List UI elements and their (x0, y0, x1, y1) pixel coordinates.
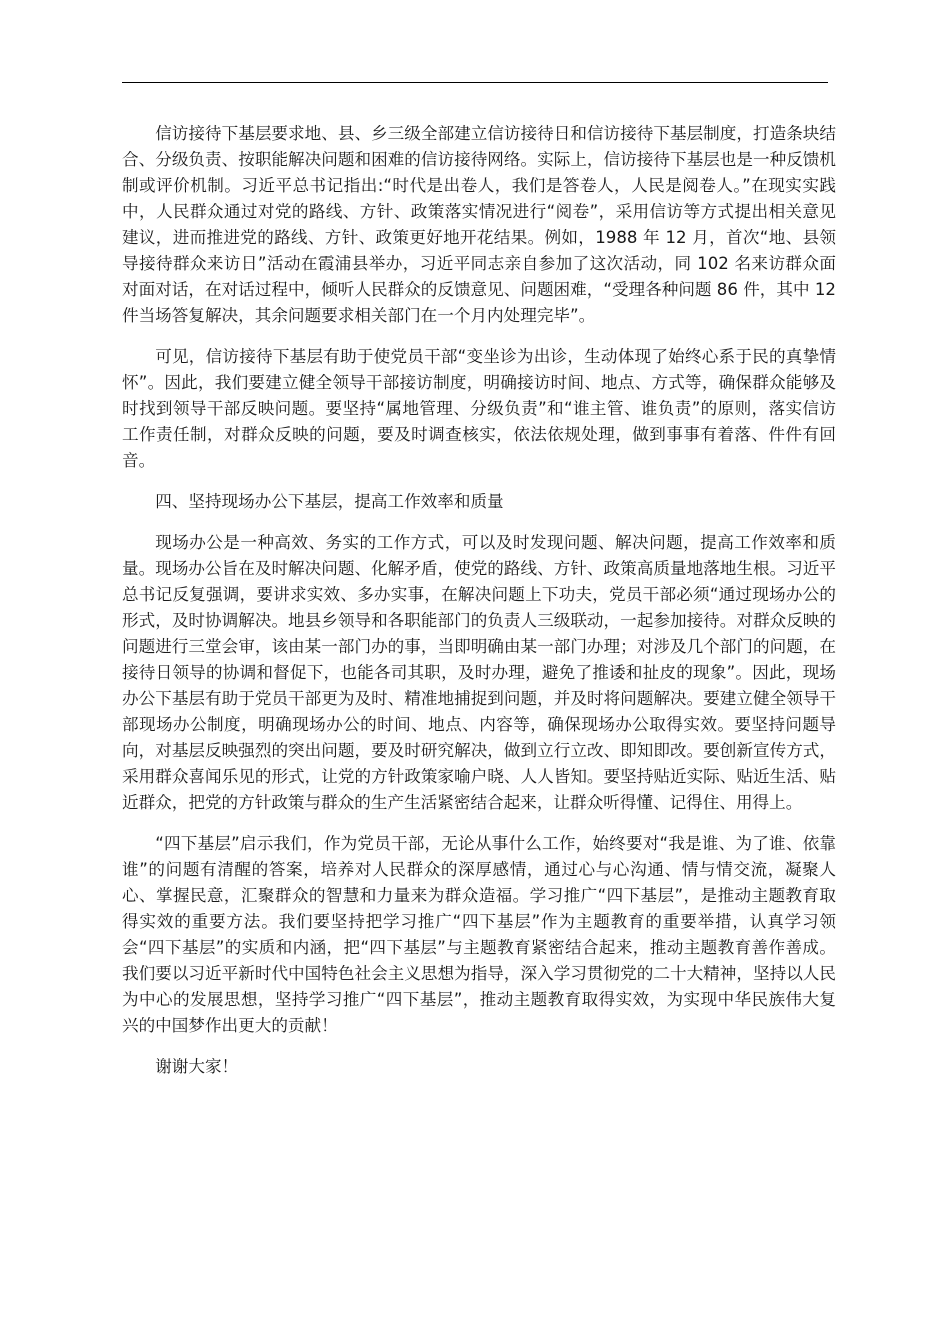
paragraph-onsite-office: 现场办公是一种高效、务实的工作方式，可以及时发现问题、解决问题，提高工作效率和质量。现场办公旨在及时解决问题、化解矛盾，使党的路线、方针、政策高质量地落地生根。习近平总书记反复强调，要讲求实效、多办实事，在解决问题上下功夫，党员干部必须“通过现场办公的形式，及时协调解决。地县乡领导和各职能部门的负责人三级联动，一起参加接待。对群众反映的问题进行三堂会审，该由某一部门办的事，当即明确由某一部门办理；对涉及几个部门的问题，在接待日领导的协调和督促下，也能各司其职，及时办理，避免了推诿和扯皮的现象”。因此，现场办公下基层有助于党员干部更为及时、精准地捕捉到问题，并及时将问题解决。要建立健全领导干部现场办公制度，明确现场办公的时间、地点、内容等，确保现场办公取得实效。要坚持问题导向，对基层反映强烈的突出问题，要及时研究解决，做到立行立改、即知即改。要创新宣传方式，采用群众喜闻乐见的形式，让党的方针政策家喻户晓、人人皆知。要坚持贴近实际、贴近生活、贴近群众，把党的方针政策与群众的生产生活紧密结合起来，让群众听得懂、记得住、用得上。 (122, 533, 836, 812)
closing-thanks: 谢谢大家！ (155, 1057, 239, 1076)
paragraph-four-down-to-grassroots: “四下基层”启示我们，作为党员干部，无论从事什么工作，始终要对“我是谁、为了谁、依靠谁”的问题有清醒的答案，培养对人民群众的深厚感情，通过心与心沟通、情与情交流，凝聚人心、掌握民意，汇聚群众的智慧和力量来为群众造福。学习推广“四下基层”，是推动主题教育取得实效的重要方法。我们要坚持把学习推广“四下基层”作为主题教育的重要举措，认真学习领会“四下基层”的实质和内涵，把“四下基层”与主题教育紧密结合起来，推动主题教育善作善成。我们要以习近平新时代中国特色社会主义思想为指导，深入学习贯彻党的二十大精神，坚持以人民为中心的发展思想，坚持学习推广“四下基层”，推动主题教育取得实效，为实现中华民族伟大复兴的中国梦作出更大的贡献！ (122, 834, 836, 1035)
header-rule (122, 82, 828, 83)
paragraph-petition-reception: 信访接待下基层要求地、县、乡三级全部建立信访接待日和信访接待下基层制度，打造条块结合、分级负责、按职能解决问题和困难的信访接待网络。实际上，信访接待下基层也是一种反馈机制或评价机制。习近平总书记指出:“时代是出卷人，我们是答卷人，人民是阅卷人。”在现实实践中，人民群众通过对党的路线、方针、政策落实情况进行“阅卷”，采用信访等方式提出相关意见建议，进而推进党的路线、方针、政策更好地开花结果。例如，1988 年 12 月，首次“地、县领导接待群众来访日”活动在霞浦县举办，习近平同志亲自参加了这次活动，同 102 名来访群众面对面对话，在对话过程中，倾听人民群众的反馈意见、问题困难，“受理各种问题 86 件，其中 12 件当场答复解决，其余问题要求相关部门在一个月内处理完毕”。 (122, 124, 836, 325)
paragraph-petition-conclusion: 可见，信访接待下基层有助于使党员干部“变坐诊为出诊，生动体现了始终心系于民的真挚情怀”。因此，我们要建立健全领导干部接访制度，明确接访时间、地点、方式等，确保群众能够及时找到领导干部反映问题。要坚持“属地管理、分级负责”和“谁主管、谁负责”的原则，落实信访工作责任制，对群众反映的问题，要及时调查核实，依法依规处理，做到事事有着落、件件有回音。 (122, 347, 836, 470)
document-body (122, 121, 836, 1095)
section-heading-onsite-office: 四、坚持现场办公下基层，提高工作效率和质量 (155, 492, 504, 511)
